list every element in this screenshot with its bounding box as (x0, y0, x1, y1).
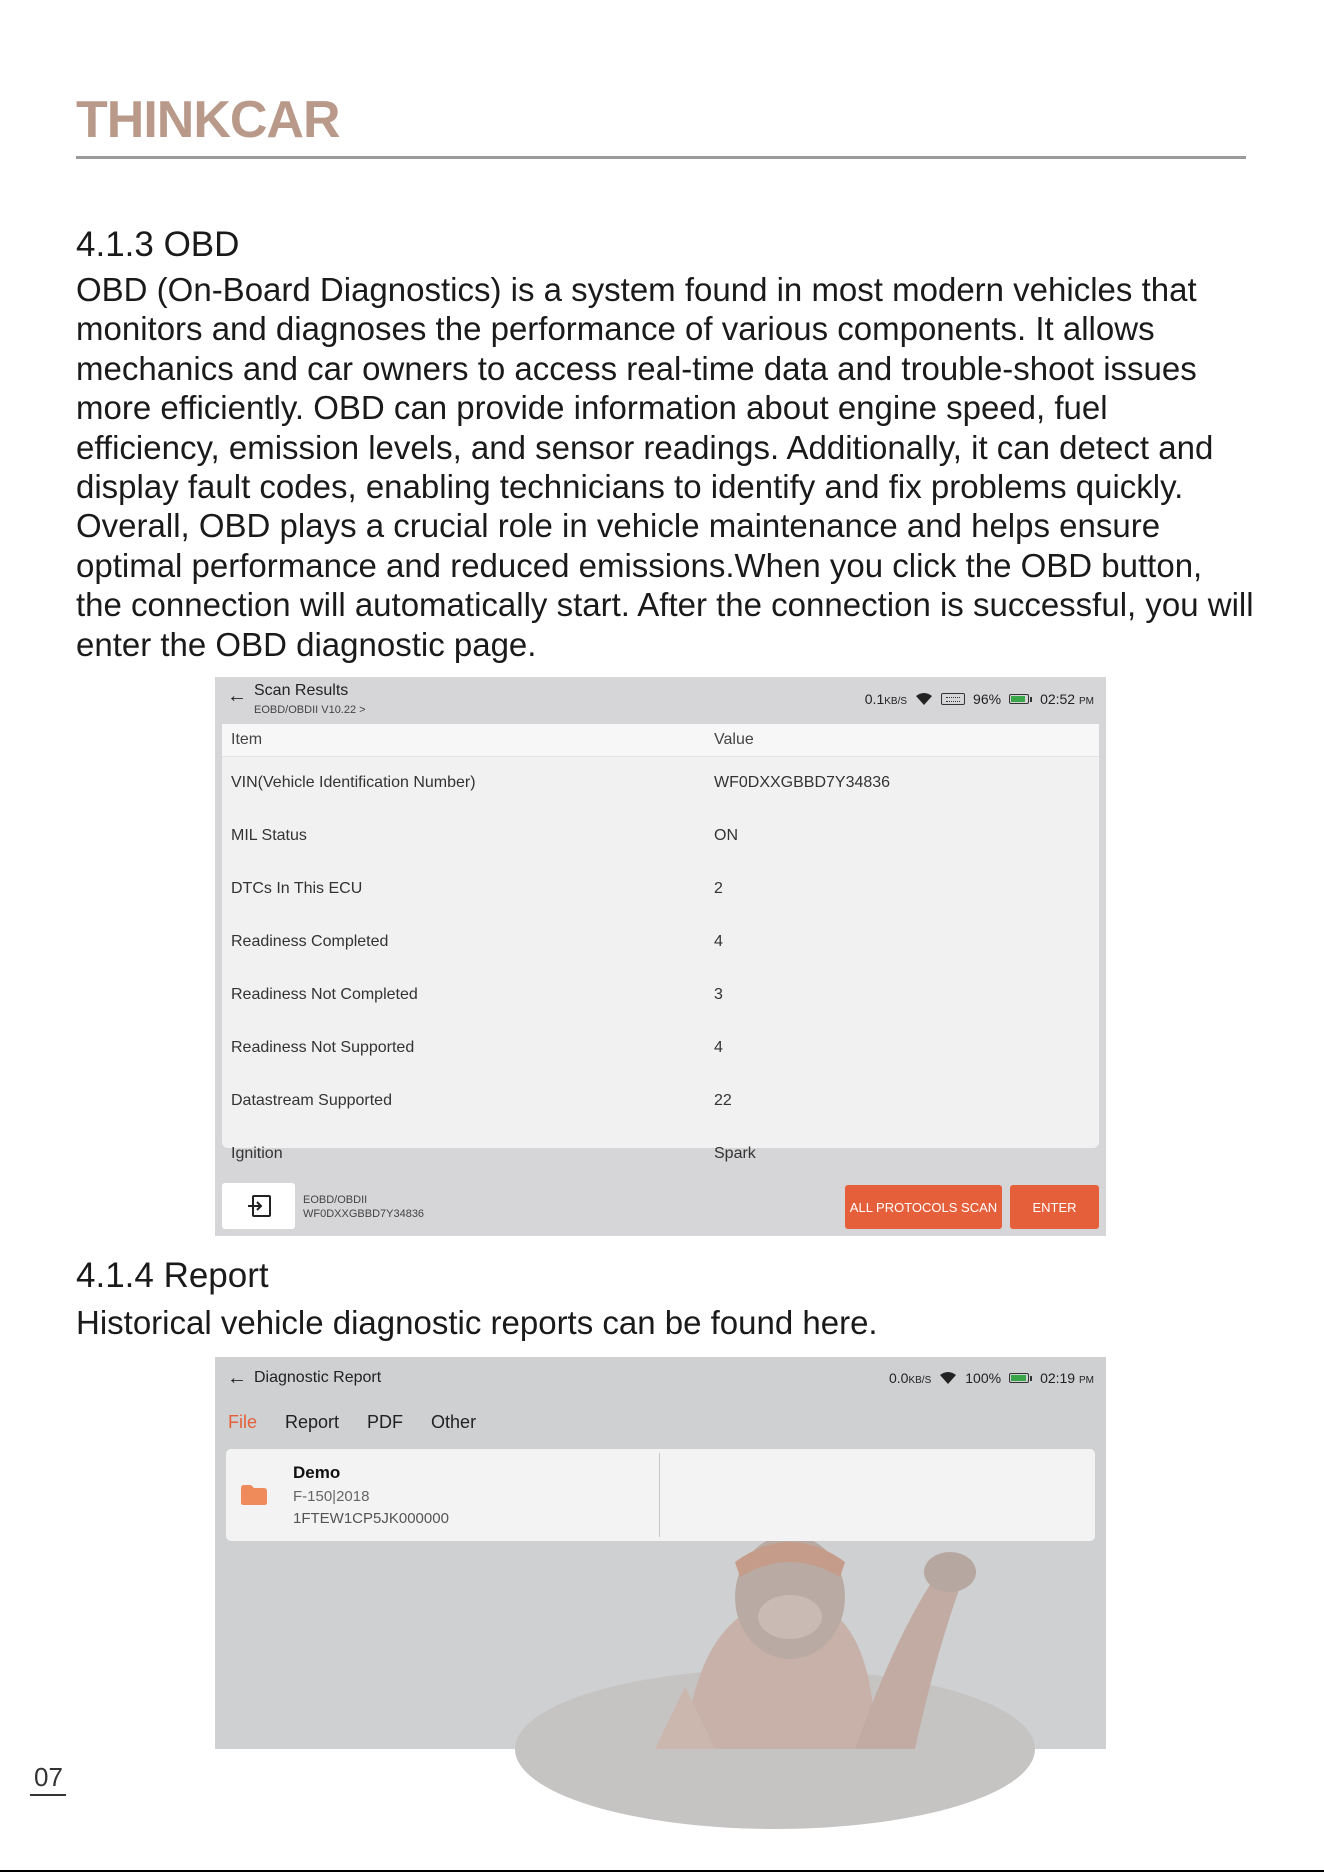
diagnostic-report-screenshot (215, 1357, 1106, 1749)
tab-file[interactable]: File (228, 1412, 258, 1432)
row-value: 22 (714, 1092, 732, 1109)
speed-unit: KB/S (884, 696, 908, 707)
row-item: Datastream Supported (231, 1092, 392, 1109)
vin-label: WF0DXXGBBD7Y34836 (303, 1208, 425, 1220)
header-rule (76, 156, 1246, 159)
battery-icon (1009, 1373, 1032, 1383)
card-divider (659, 1453, 660, 1537)
table-row (222, 1075, 1099, 1128)
report-description: Historical vehicle diagnostic reports can be found here. (76, 1304, 878, 1341)
vehicle-model: F-150|2018 (293, 1488, 370, 1505)
data-speed: 0.1 (864, 691, 885, 707)
row-value: 2 (714, 880, 723, 897)
protocol-label: EOBD/OBDII (303, 1194, 368, 1206)
row-value: 4 (714, 1039, 723, 1056)
report-folder-card[interactable] (226, 1449, 1095, 1541)
clock: 02:19 (1040, 1370, 1076, 1386)
scan-results-screenshot (215, 677, 1106, 1236)
row-item: VIN(Vehicle Identification Number) (231, 774, 476, 791)
table-row (222, 810, 1099, 863)
clock-ampm: PM (1079, 696, 1094, 707)
report-tabs (228, 1412, 476, 1433)
table-row (222, 757, 1099, 810)
row-value: Spark (714, 1145, 756, 1162)
column-header-value: Value (714, 731, 754, 748)
clock: 02:52 (1040, 691, 1076, 707)
status-header (215, 1357, 1106, 1401)
back-arrow-icon[interactable]: ← (227, 1367, 247, 1389)
row-item: DTCs In This ECU (231, 880, 363, 897)
section-title-report: 4.1.4 Report (76, 1256, 269, 1295)
all-protocols-scan-button[interactable]: ALL PROTOCOLS SCAN (845, 1185, 1002, 1229)
table-row (222, 1128, 1099, 1181)
back-arrow-icon[interactable]: ← (227, 685, 247, 707)
table-row (222, 1022, 1099, 1075)
status-bar (889, 1370, 1094, 1386)
brand-logo: THINKCAR (76, 91, 340, 149)
folder-name: Demo (293, 1463, 341, 1482)
breadcrumb[interactable]: EOBD/OBDII V10.22 > (254, 704, 366, 716)
status-header (215, 677, 1106, 721)
exit-button[interactable] (222, 1183, 295, 1229)
row-value: 3 (714, 986, 723, 1003)
vci-connector-icon (941, 693, 965, 705)
page-number-underline (30, 1794, 66, 1796)
obd-description: OBD (On-Board Diagnostics) is a system found in most modern vehicles that monitors and diagnoses the performance of various components. It allows mechanics and car owners to access real-time data and trouble-shoot issues more efficiently. OBD can provide information about engine speed, fuel efficiency, emission levels, and sensor readings. Additionally, it can detect and display fault codes, enabling technicians to identify and fix problems quickly. Overall, OBD plays a crucial role in vehicle maintenance and helps ensure optimal performance and reduced emissions.When you click the OBD button, the connection will automatically start. After the connection is successful, you will enter the OBD diagnostic page. (76, 271, 1254, 663)
data-speed: 0.0 (888, 1370, 909, 1386)
table-header (222, 724, 1099, 757)
table-row (222, 969, 1099, 1022)
table-row (222, 863, 1099, 916)
column-header-item: Item (231, 731, 263, 748)
row-item: Ignition (231, 1145, 283, 1162)
speed-unit: KB/S (908, 1375, 932, 1386)
wifi-icon (939, 1371, 957, 1385)
background-mascot-image (215, 1517, 1106, 1749)
row-value: 4 (714, 933, 723, 950)
row-item: Readiness Not Completed (231, 986, 418, 1003)
screen-title: Scan Results (254, 682, 349, 699)
tab-report[interactable]: Report (285, 1412, 340, 1432)
table-row (222, 916, 1099, 969)
tab-other[interactable]: Other (431, 1412, 477, 1432)
vehicle-vin: 1FTEW1CP5JK000000 (293, 1510, 449, 1527)
enter-button[interactable]: ENTER (1010, 1185, 1099, 1229)
folder-icon (240, 1484, 268, 1506)
row-item: Readiness Not Supported (231, 1039, 415, 1056)
bottom-toolbar (215, 1183, 1106, 1236)
page-number: 07 (34, 1762, 63, 1792)
row-value: ON (714, 827, 738, 844)
section-title-obd: 4.1.3 OBD (76, 225, 240, 264)
row-item: Readiness Completed (231, 933, 389, 950)
tab-pdf[interactable]: PDF (367, 1412, 404, 1432)
battery-percent: 96% (973, 691, 1002, 707)
row-item: MIL Status (231, 827, 307, 844)
battery-icon (1009, 694, 1032, 704)
wifi-icon (915, 692, 933, 706)
exit-icon (246, 1194, 272, 1218)
screen-title: Diagnostic Report (254, 1369, 382, 1386)
status-bar (865, 691, 1094, 707)
scan-results-table (222, 724, 1099, 1162)
battery-percent: 100% (965, 1370, 1002, 1386)
vehicle-info (303, 1193, 424, 1221)
row-value: WF0DXXGBBD7Y34836 (714, 774, 891, 791)
clock-ampm: PM (1079, 1375, 1094, 1386)
